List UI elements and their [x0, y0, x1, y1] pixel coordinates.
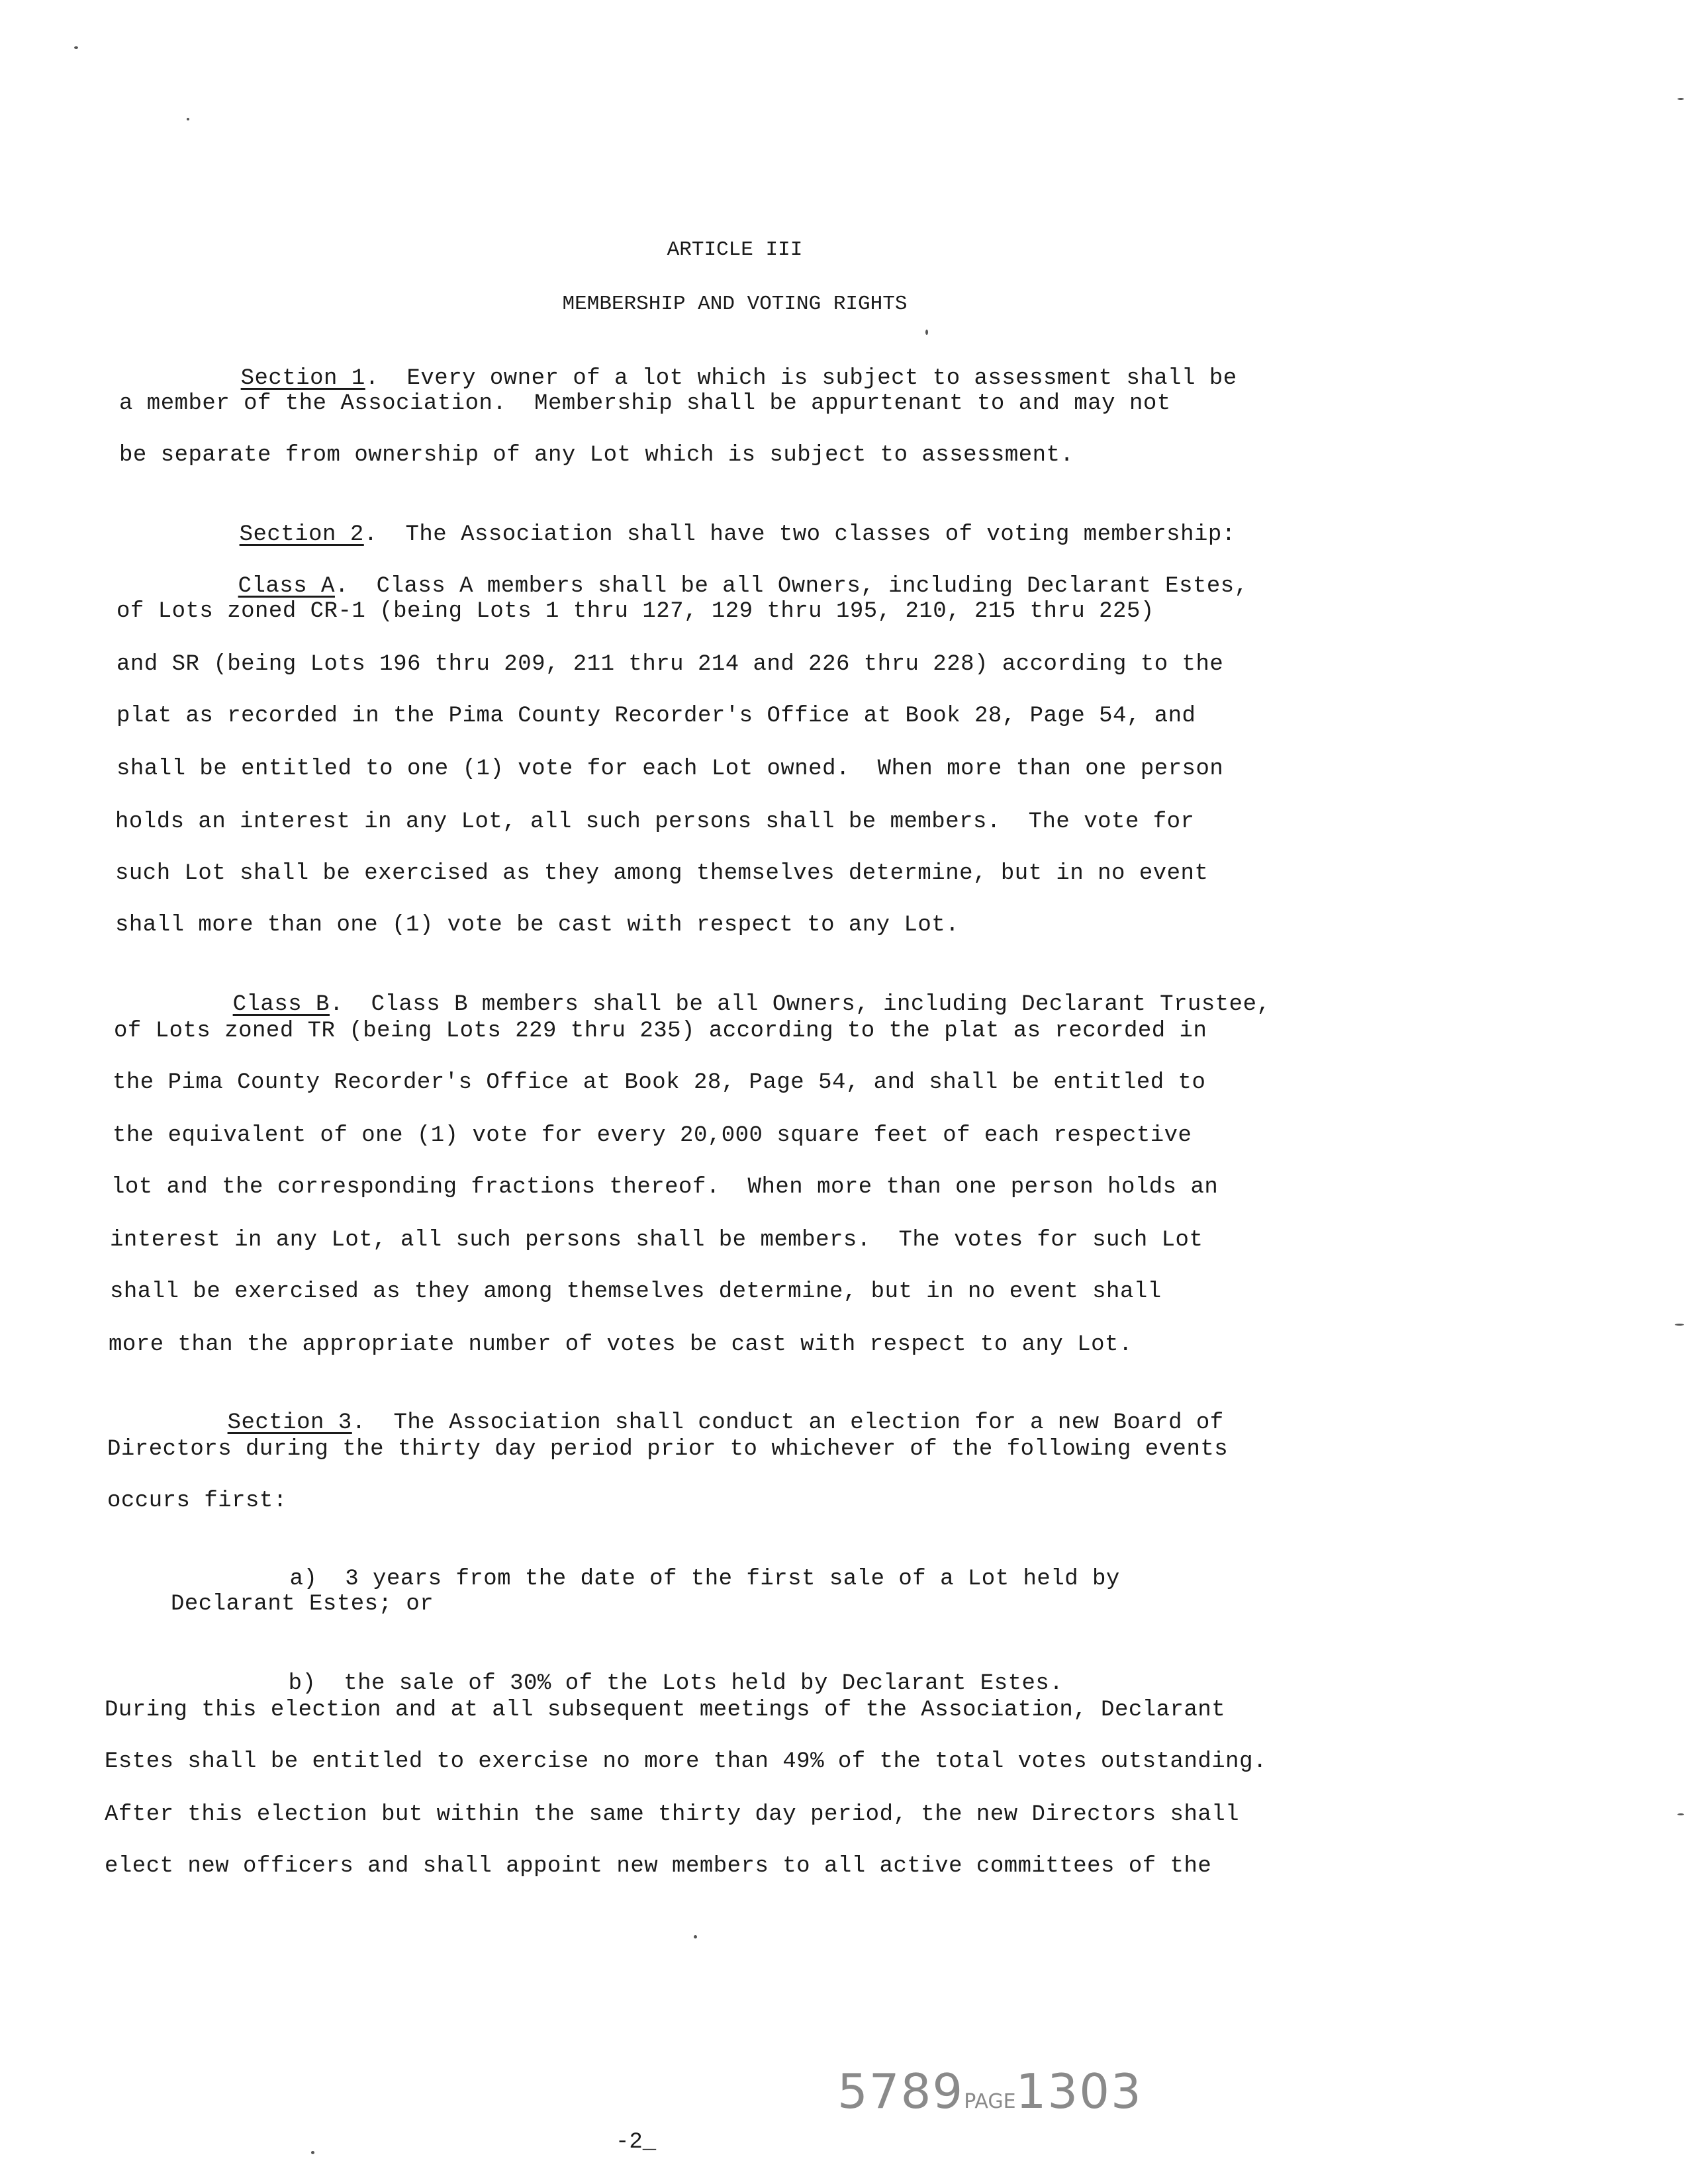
section-1-line-2: a member of the Association. Membership shall be appurtenant to and may not — [119, 391, 1171, 416]
section-2-label: Section 2 — [239, 522, 364, 547]
section-1-line-1: Section 1. Every owner of a lot which is subject to assessment shall be — [240, 366, 1237, 391]
list-marker-a: a) — [289, 1567, 318, 1592]
recording-stamp — [837, 2064, 1143, 2119]
section-1-text: Every owner of a lot which is subject to assessment shall be — [406, 366, 1237, 391]
class-a-line-7: such Lot shall be exercised as they among themselves determine, but in no event — [115, 861, 1209, 886]
scan-speck — [187, 118, 189, 120]
class-a-line-2: of Lots zoned CR-1 (being Lots 1 thru 127, 129 thru 195, 210, 215 thru 225) — [117, 599, 1154, 624]
scan-speck — [694, 1935, 697, 1938]
list-item-a-continued: Declarant Estes; or — [171, 1592, 434, 1617]
section-1-label: Section 1 — [240, 366, 365, 391]
class-a-text: Class A members shall be all Owners, including Declarant Estes, — [376, 574, 1248, 599]
stamp-book-number: 5789 — [837, 2064, 964, 2119]
list-marker-b: b) — [288, 1671, 316, 1696]
class-b-line-2: of Lots zoned TR (being Lots 229 thru 235) according to the plat as recorded in — [114, 1019, 1207, 1044]
class-b-line-5: lot and the corresponding fractions thereof. When more than one person holds an — [111, 1175, 1219, 1200]
list-item-b-text: the sale of 30% of the Lots held by Declarant Estes. — [344, 1671, 1064, 1696]
class-b-line-3: the Pima County Recorder's Office at Book 28, Page 54, and shall be entitled to — [113, 1070, 1206, 1095]
section-3-line-1: Section 3. The Association shall conduct an election for a new Board of — [227, 1410, 1224, 1435]
stamp-page-number: 1303 — [1015, 2064, 1143, 2119]
page-number: -2_ — [616, 2130, 657, 2155]
section-3-line-7: elect new officers and shall appoint new members to all active committees of the — [105, 1854, 1212, 1879]
scan-speck — [1677, 1813, 1684, 1815]
section-3-line-3: occurs first: — [107, 1488, 287, 1514]
section-3-line-2: Directors during the thirty day period prior to whichever of the following events — [107, 1437, 1229, 1462]
scan-speck — [311, 2151, 314, 2154]
section-2-line-1: Section 2. The Association shall have two classes of voting membership: — [239, 522, 1236, 547]
section-3-text: The Association shall conduct an election for a new Board of — [393, 1410, 1224, 1435]
class-a-line-4: plat as recorded in the Pima County Recorder's Office at Book 28, Page 54, and — [117, 704, 1196, 729]
article-number: ARTICLE III — [667, 238, 803, 261]
class-b-line-6: interest in any Lot, all such persons shall be members. The votes for such Lot — [110, 1228, 1203, 1253]
scan-speck — [1675, 1324, 1684, 1326]
section-3-line-6: After this election but within the same thirty day period, the new Directors shall — [105, 1802, 1240, 1827]
scan-speck — [925, 330, 928, 335]
class-a-label: Class A — [238, 574, 335, 599]
class-a-line-1: Class A. Class A members shall be all Owners, including Declarant Estes, — [238, 574, 1248, 599]
class-b-label: Class B — [232, 992, 330, 1017]
class-a-line-8: shall more than one (1) vote be cast with respect to any Lot. — [115, 913, 960, 938]
class-b-line-1: Class B. Class B members shall be all Owners, including Declarant Trustee, — [232, 992, 1271, 1017]
stamp-page-word: PAGE — [964, 2090, 1016, 2113]
section-3-line-4: During this election and at all subsequent meetings of the Association, Declarant — [105, 1698, 1226, 1723]
class-b-line-7: shall be exercised as they among themselves determine, but in no event shall — [110, 1279, 1162, 1304]
section-3-line-5: Estes shall be entitled to exercise no more than 49% of the total votes outstanding. — [105, 1749, 1267, 1774]
article-title: MEMBERSHIP AND VOTING RIGHTS — [562, 293, 908, 316]
scan-speck — [1677, 98, 1684, 100]
class-a-line-5: shall be entitled to one (1) vote for each Lot owned. When more than one person — [117, 756, 1224, 782]
class-a-line-3: and SR (being Lots 196 thru 209, 211 thru 214 and 226 thru 228) according to the — [117, 652, 1224, 677]
class-a-line-6: holds an interest in any Lot, all such persons shall be members. The vote for — [115, 809, 1195, 835]
class-b-text: Class B members shall be all Owners, including Declarant Trustee, — [371, 992, 1271, 1017]
class-b-line-4: the equivalent of one (1) vote for every 20,000 square feet of each respective — [113, 1123, 1192, 1148]
section-3-label: Section 3 — [227, 1410, 352, 1435]
section-2-text: The Association shall have two classes of voting membership: — [405, 522, 1236, 547]
list-item-a-text: 3 years from the date of the first sale of a Lot held by — [345, 1567, 1120, 1592]
class-b-line-8: more than the appropriate number of votes be cast with respect to any Lot. — [109, 1332, 1133, 1357]
section-1-line-3: be separate from ownership of any Lot which is subject to assessment. — [119, 443, 1074, 468]
scan-speck — [74, 46, 78, 49]
